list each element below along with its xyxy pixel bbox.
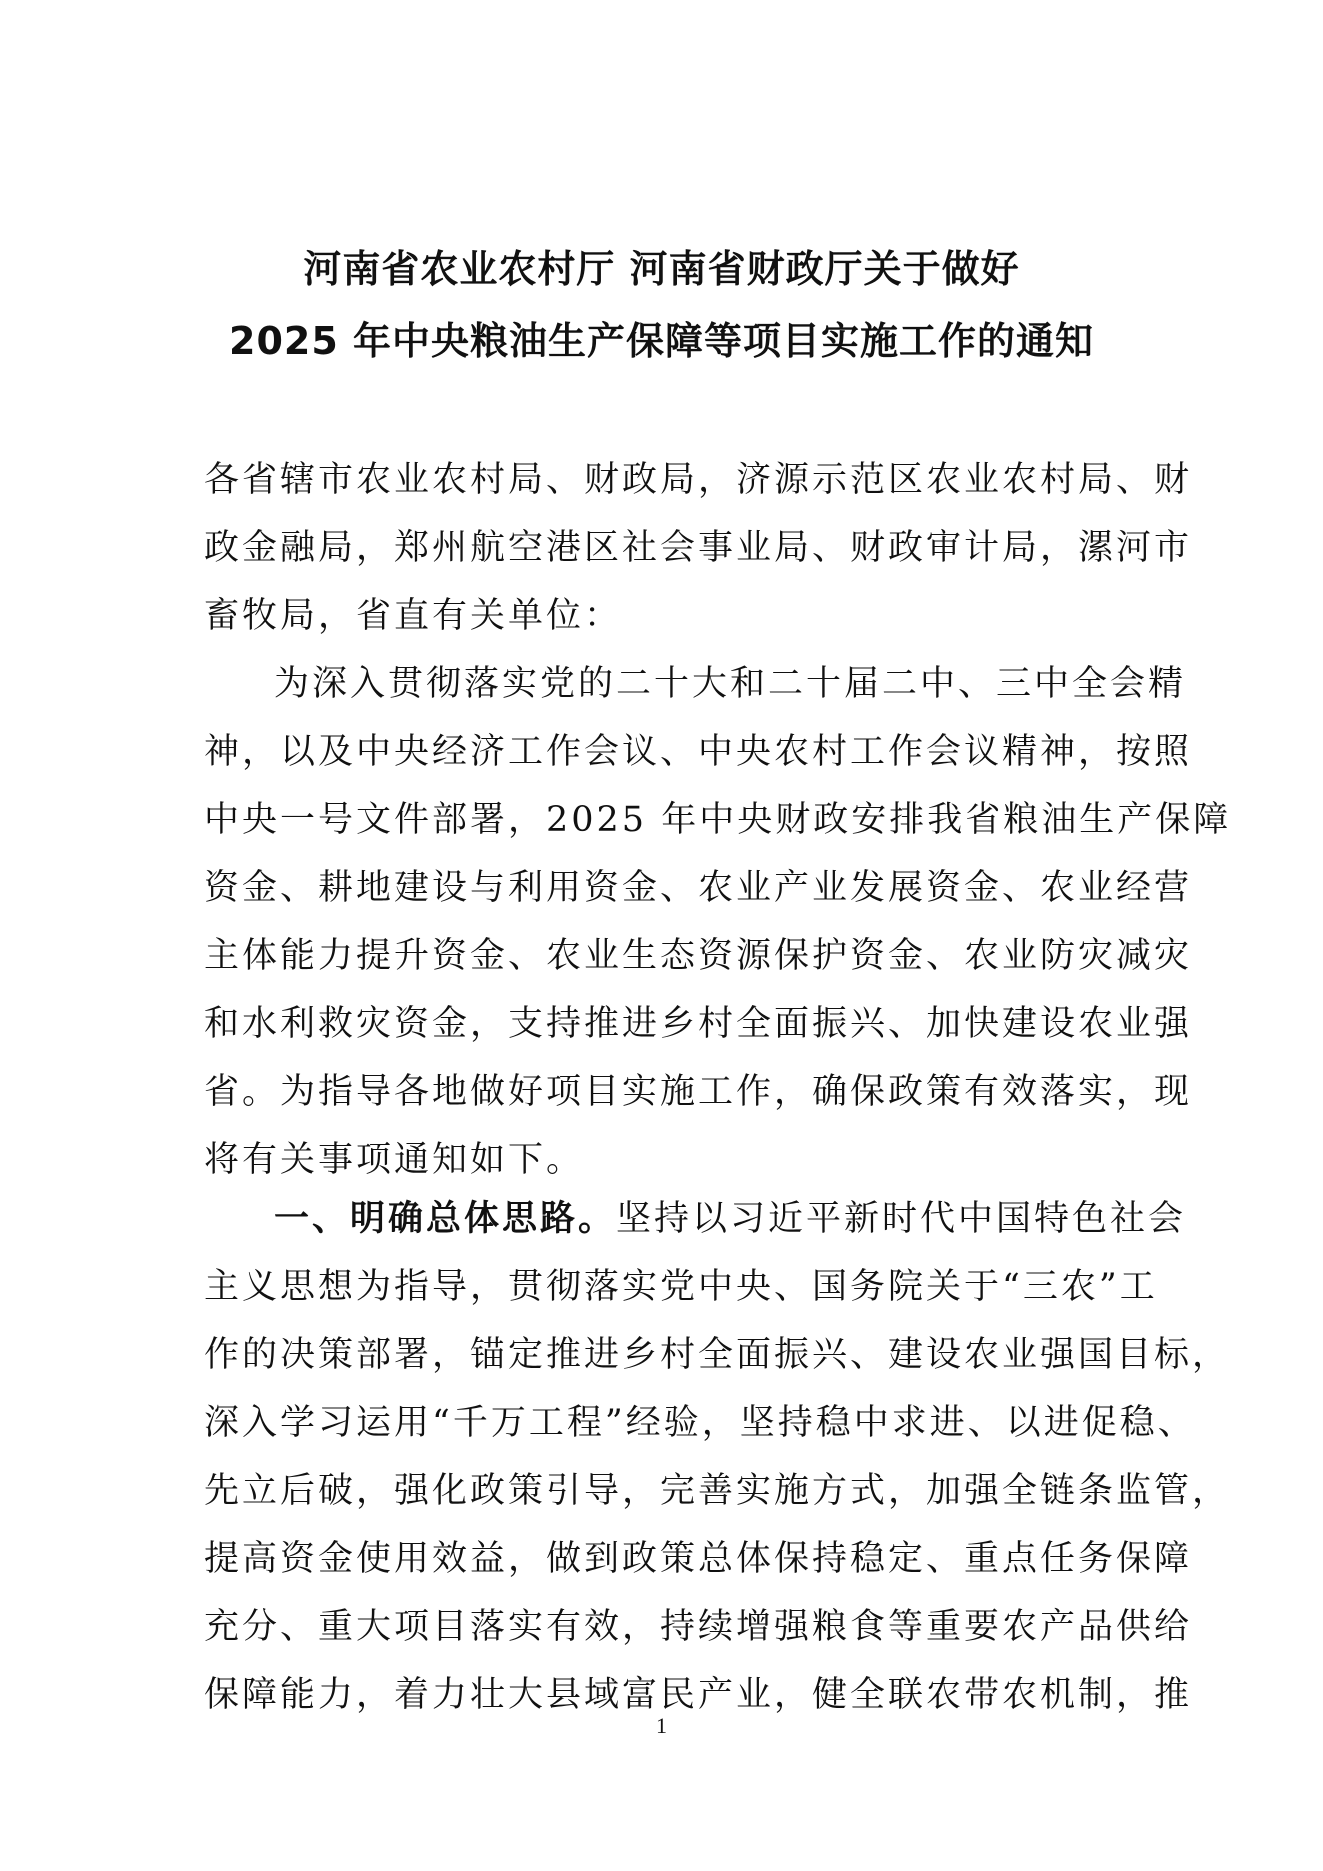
paragraph-line: 先立后破，强化政策引导，完善实施方式，加强全链条监管， — [204, 1471, 1231, 1511]
page-number: 1 — [656, 1713, 667, 1738]
document-title-line-2: 2025 年中央粮油生产保障等项目实施工作的通知 — [229, 319, 1094, 363]
paragraph-line: 主义思想为指导，贯彻落实党中央、国务院关于“三农”工 — [204, 1267, 1158, 1307]
paragraph-introduction — [204, 650, 1232, 1194]
paragraph-line: 作的决策部署，锚定推进乡村全面振兴、建设农业强国目标， — [204, 1335, 1231, 1375]
section-heading: 一、明确总体思路。 — [274, 1199, 617, 1239]
paragraph-line: 保障能力，着力壮大县域富民产业，健全联农带农机制，推 — [204, 1675, 1193, 1715]
paragraph-line: 深入学习运用“千万工程”经验，坚持稳中求进、以进促稳、 — [204, 1403, 1196, 1443]
salutation-line: 畜牧局，省直有关单位： — [204, 596, 623, 636]
paragraph-line: 为深入贯彻落实党的二十大和二十届二中、三中全会精 — [274, 664, 1187, 704]
document-title-line-1: 河南省农业农村厅 河南省财政厅关于做好 — [303, 247, 1020, 291]
paragraph-line: 主体能力提升资金、农业生态资源保护资金、农业防灾减灾 — [204, 936, 1193, 976]
paragraph-line: 充分、重大项目落实有效，持续增强粮食等重要农产品供给 — [204, 1607, 1193, 1647]
paragraph-line: 将有关事项通知如下。 — [204, 1140, 585, 1180]
salutation — [204, 446, 1193, 650]
paragraph-line-text: 坚持以习近平新时代中国特色社会 — [616, 1199, 1187, 1239]
paragraph-section-one — [204, 1185, 1231, 1729]
salutation-line: 政金融局，郑州航空港区社会事业局、财政审计局，漯河市 — [204, 528, 1193, 568]
paragraph-line: 提高资金使用效益，做到政策总体保持稳定、重点任务保障 — [204, 1539, 1193, 1579]
paragraph-line: 中央一号文件部署，2025 年中央财政安排我省粮油生产保障 — [204, 800, 1232, 840]
paragraph-line: 和水利救灾资金，支持推进乡村全面振兴、加快建设农业强 — [204, 1004, 1193, 1044]
paragraph-line: 资金、耕地建设与利用资金、农业产业发展资金、农业经营 — [204, 868, 1193, 908]
paragraph-line: 神，以及中央经济工作会议、中央农村工作会议精神，按照 — [204, 732, 1193, 772]
paragraph-line — [204, 1185, 1187, 1253]
salutation-line: 各省辖市农业农村局、财政局，济源示范区农业农村局、财 — [204, 460, 1193, 500]
paragraph-line: 省。为指导各地做好项目实施工作，确保政策有效落实，现 — [204, 1072, 1193, 1112]
